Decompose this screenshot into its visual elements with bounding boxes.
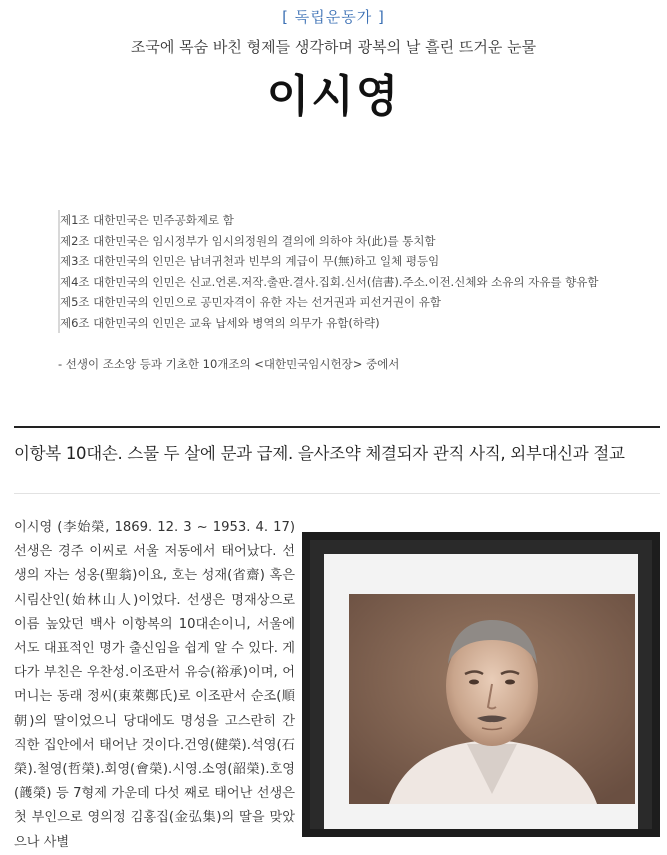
portrait-frame	[302, 532, 660, 837]
article-paragraph: 이시영 (李始榮, 1869. 12. 3 ~ 1953. 4. 17) 선생은 경주 이씨로 서울 저동에서 태어났다. 선생의 자는 성옹(聖翁)이요, 호는 성재(省齋) 혹은 시림산인(始林山人)이었다. 선생은 명재상으로 이름 높았던 백사 이항복의 10대손이니, 서울에서도 대표적인 명가 출신임을 쉽게 알 수 있다. 게다가 부친은 우찬성.이조판서 유승(裕承)이며, 어머니는 동래 정씨(東萊鄭氏)로 이조판서 순조(順朝)의 딸이었으니 당대에도 명성을 고스란히 간직한 집안에서 태어난 것이다.건영(健榮).석영(石榮).철영(哲榮).회영(會榮).시영.소영(韶榮).호영(頀榮) 등 7형제 가운데 다섯 째로 태어난 선생은 첫 부인으로 영의정 김홍집(金弘集)의 딸을 맞았으나 사별	[14, 520, 295, 850]
category-label: [ 독립운동가 ]	[282, 8, 385, 26]
charter-article: 제2조 대한민국은 임시정부가 임시의정원의 결의에 의하야 차(此)를 통치함	[60, 233, 436, 248]
charter-article: 제6조 대한민국의 인민은 교육 납세와 병역의 의무가 유함(하략)	[60, 315, 380, 330]
article-body	[14, 516, 295, 855]
page-title: 이시영	[266, 71, 401, 122]
charter-source: - 선생이 조소앙 등과 기초한 10개조의 <대한민국임시헌장> 중에서	[58, 357, 400, 371]
headline-divider	[14, 493, 660, 494]
charter-article: 제5조 대한민국의 인민으로 공민자격이 유한 자는 선거권과 피선거권이 유함	[60, 295, 441, 309]
portrait-image	[349, 594, 635, 804]
article-headline: 이항복 10대손. 스물 두 살에 문과 급제. 을사조약 체결되자 관직 사직, 외부대신과 절교	[14, 444, 625, 463]
portrait-photo	[349, 594, 635, 804]
charter-quote	[58, 210, 660, 333]
charter-article: 제1조 대한민국은 민주공화제로 함	[60, 213, 234, 227]
portrait-frame-inner	[310, 540, 652, 829]
charter-article: 제3조 대한민국의 인민은 남녀귀천과 빈부의 계급이 무(無)하고 일체 평등임	[60, 254, 440, 268]
charter-article-list	[60, 210, 660, 333]
charter-article: 제4조 대한민국의 인민은 신교.언론.저작.출판.결사.집회.신서(信書).주소.이전.신체와 소유의 자유를 향유함	[60, 274, 599, 289]
page-subtitle: 조국에 목숨 바친 형제들 생각하며 광복의 날 흘린 뜨거운 눈물	[130, 38, 537, 56]
section-divider	[14, 426, 660, 428]
portrait-mat	[324, 554, 638, 829]
